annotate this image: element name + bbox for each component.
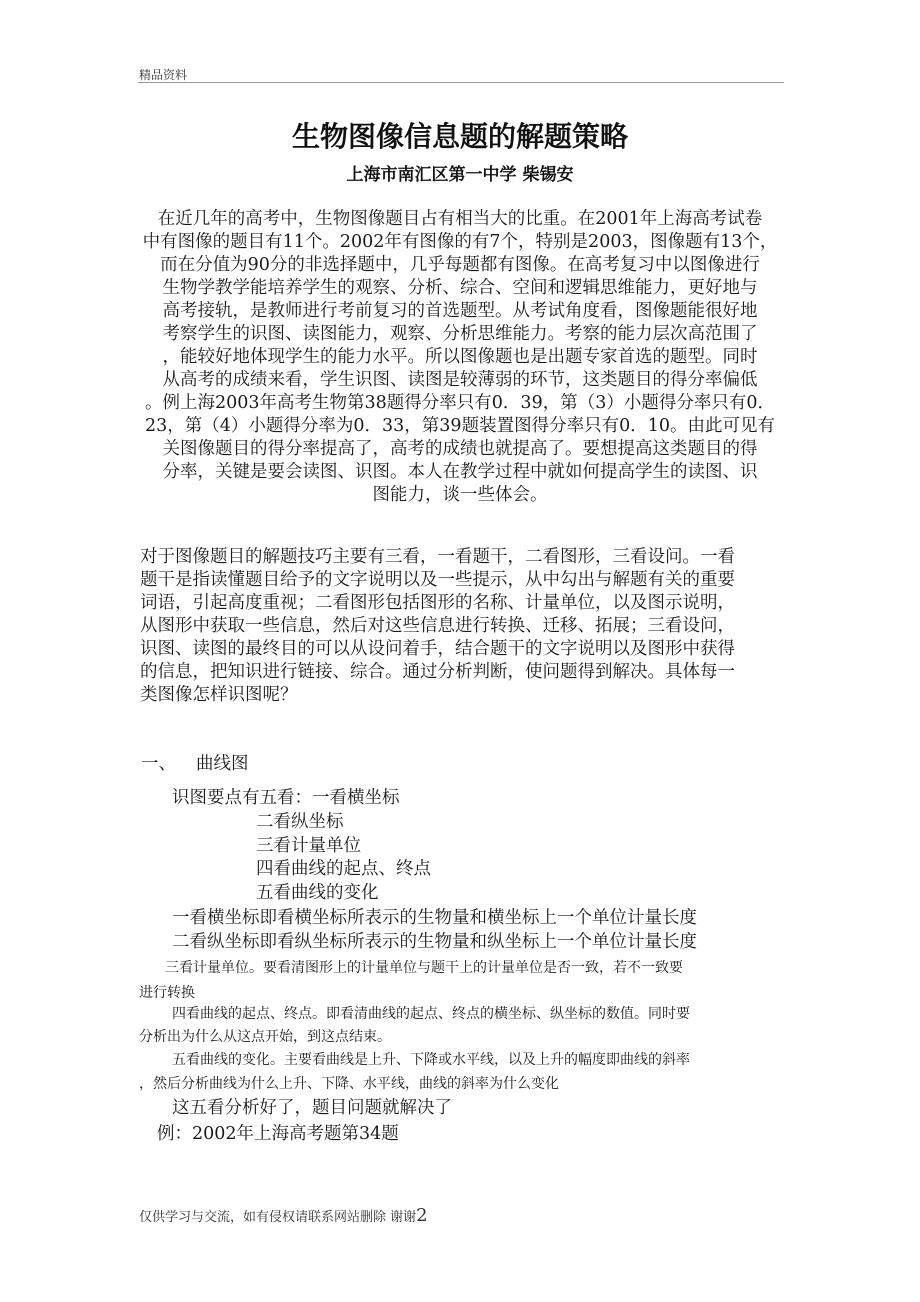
intro-line: 。例上海2003年高考生物第38题得分率只有0．39，第（3）小题得分率只有0． bbox=[145, 393, 775, 413]
intro-line: 而在分值为90分的非选择题中，几乎每题都有图像。在高考复习中以图像进行 bbox=[160, 255, 760, 275]
intro-line: 23，第（4）小题得分率为0．33，第39题装置图得分率只有0．10。由此可见有 bbox=[145, 416, 775, 436]
intro-line: 高考接轨，是教师进行考前复习的首选题型。从考试角度看，图像题能很好地 bbox=[162, 301, 758, 321]
explanation-line: 分析出为什么从这点开始，到这点结束。 bbox=[139, 1029, 391, 1045]
intro-line: 在近几年的高考中，生物图像题目占有相当大的比重。在2001年上海高考试卷 bbox=[157, 209, 763, 229]
body-line: 对于图像题目的解题技巧主要有三看，一看题干，二看图形，三看设问。一看 bbox=[140, 547, 735, 567]
footer-text: 仅供学习与交流，如有侵权请联系网站删除 谢谢 bbox=[139, 1210, 417, 1225]
section-number: 一、 bbox=[141, 754, 176, 774]
explanation-line: 二看纵坐标即看纵坐标所表示的生物量和纵坐标上一个单位计量长度 bbox=[172, 932, 697, 952]
example-line: 例：2002年上海高考题第34题 bbox=[157, 1124, 399, 1144]
explanation-line: 一看横坐标即看横坐标所表示的生物量和横坐标上一个单位计量长度 bbox=[172, 908, 697, 928]
body-line: 题干是指读懂题目给予的文字说明以及一些提示，从中勾出与解题有关的重要 bbox=[140, 570, 735, 590]
key-point-item: 四看曲线的起点、终点 bbox=[256, 859, 431, 879]
body-line: 从图形中获取一些信息，然后对这些信息进行转换、迁移、拓展；三看设问， bbox=[140, 616, 735, 636]
explanation-line: 四看曲线的起点、终点。即看清曲线的起点、终点的横坐标、纵坐标的数值。同时要 bbox=[172, 1006, 690, 1022]
intro-line: 从高考的成绩来看，学生识图、读图是较薄弱的环节，这类题目的得分率偏低 bbox=[162, 370, 758, 390]
intro-line: 生物学教学能培养学生的观察、分析、综合、空间和逻辑思维能力，更好地与 bbox=[162, 278, 758, 298]
key-point-item: 五看曲线的变化 bbox=[256, 883, 379, 903]
section-title: 曲线图 bbox=[196, 754, 249, 774]
footer-note bbox=[139, 1205, 428, 1226]
intro-line: 图能力，谈一些体会。 bbox=[372, 485, 548, 505]
intro-line: 考察学生的识图、读图能力，观察、分析思维能力。考察的能力层次高范围了 bbox=[162, 324, 758, 344]
key-point-item: 二看纵坐标 bbox=[256, 812, 344, 832]
body-line: 识图、读图的最终目的可以从设问着手，结合题干的文字说明以及图形中获得 bbox=[140, 639, 735, 659]
intro-line: 分率，关键是要会读图、识图。本人在教学过程中就如何提高学生的读图、识 bbox=[162, 462, 758, 482]
document-title: 生物图像信息题的解题策略 bbox=[291, 120, 628, 153]
page-number: 2 bbox=[416, 1205, 428, 1226]
explanation-line: 三看计量单位。要看清图形上的计量单位与题干上的计量单位是否一致，若不一致要 bbox=[165, 960, 683, 976]
header-label: 精品资料 bbox=[139, 68, 188, 82]
document-author: 上海市南汇区第一中学 柴锡安 bbox=[346, 165, 574, 185]
conclusion-line: 这五看分析好了，题目问题就解决了 bbox=[172, 1098, 452, 1118]
explanation-line: ，然后分析曲线为什么上升、下降、水平线，曲线的斜率为什么变化 bbox=[139, 1076, 559, 1092]
body-line: 类图像怎样识图呢？ bbox=[140, 685, 298, 705]
header-divider bbox=[138, 82, 784, 83]
intro-line: 中有图像的题目有11个。2002年有图像的有7个，特别是2003，图像题有13个， bbox=[142, 232, 778, 252]
key-point-item: 三看计量单位 bbox=[256, 836, 361, 856]
intro-line: 关图像题目的得分率提高了，高考的成绩也就提高了。要想提高这类题目的得 bbox=[162, 439, 758, 459]
intro-line: ，能较好地体现学生的能力水平。所以图像题也是出题专家首选的题型。同时 bbox=[162, 347, 758, 367]
key-points-lead: 识图要点有五看：一看横坐标 bbox=[172, 788, 400, 808]
body-line: 的信息，把知识进行链接、综合。通过分析判断，使问题得到解决。具体每一 bbox=[140, 662, 735, 682]
body-line: 词语，引起高度重视；二看图形包括图形的名称、计量单位，以及图示说明， bbox=[140, 593, 735, 613]
explanation-line: 进行转换 bbox=[139, 985, 195, 1001]
explanation-line: 五看曲线的变化。主要看曲线是上升、下降或水平线，以及上升的幅度即曲线的斜率 bbox=[172, 1052, 690, 1068]
